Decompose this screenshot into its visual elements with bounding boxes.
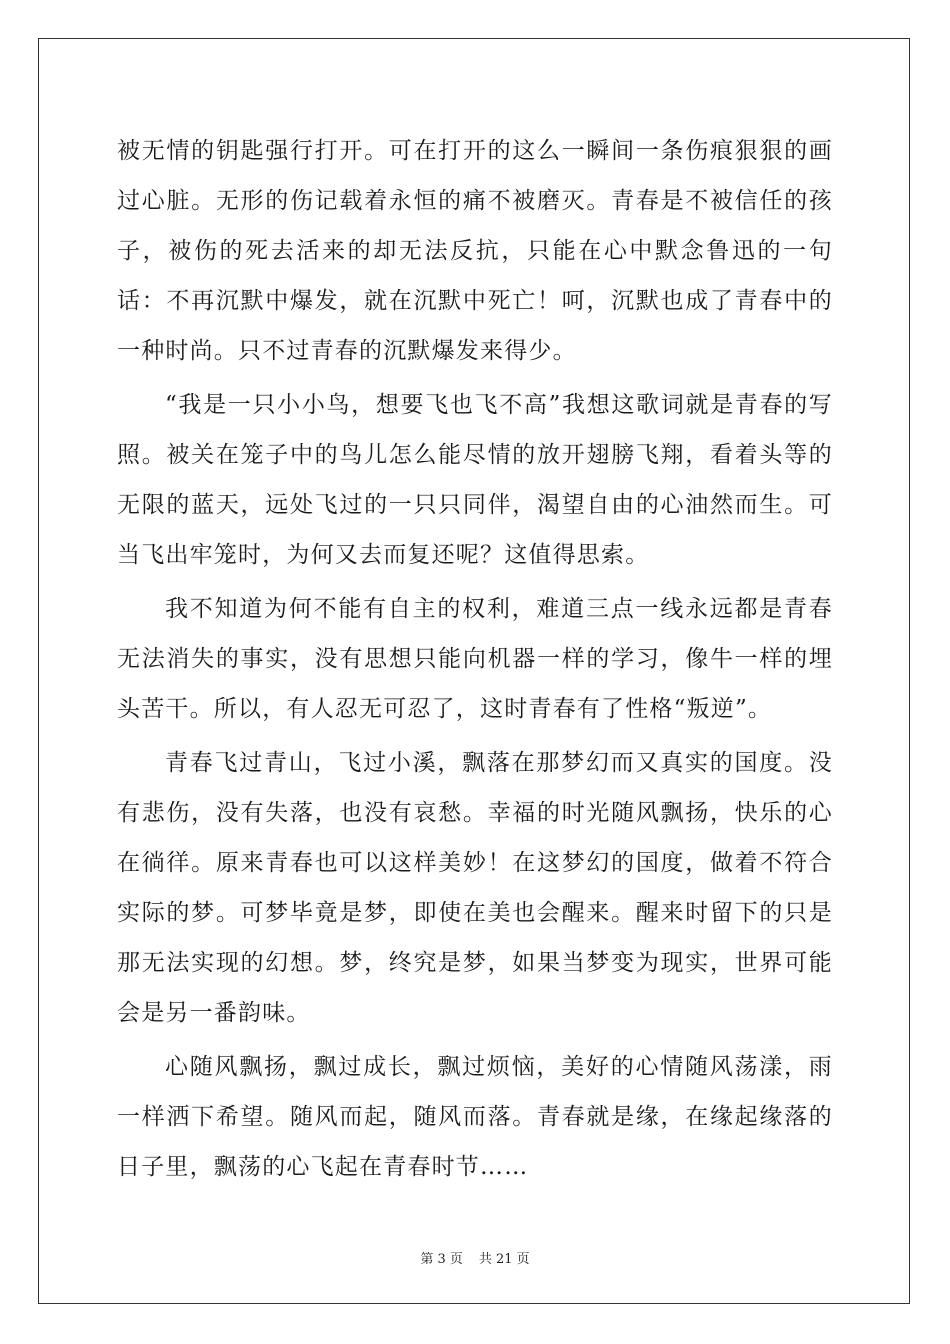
paragraph-2: “我是一只小小鸟，想要飞也飞不高”我想这歌词就是青春的写照。被关在笼子中的鸟儿怎么能尽情的放开翅膀飞翔，看着头等的无限的蓝天，远处飞过的一只只同伴，渴望自由的心油然而生。可当飞出牢笼时，为何又去而复还呢？这值得思索。 (117, 392, 833, 568)
page-footer (0, 1248, 950, 1267)
paragraph-1: 被无情的钥匙强行打开。可在打开的这么一瞬间一条伤痕狠狠的画过心脏。无形的伤记载着永恒的痛不被磨灭。青春是不被信任的孩子，被伤的死去活来的却无法反抗，只能在心中默念鲁迅的一句话：不再沉默中爆发，就在沉默中死亡！呵，沉默也成了青春中的一种时尚。只不过青春的沉默爆发来得少。 (117, 138, 833, 364)
paragraph-3: 我不知道为何不能有自主的权利，难道三点一线永远都是青春无法消失的事实，没有思想只能向机器一样的学习，像牛一样的埋头苦干。所以，有人忍无可忍了，这时青春有了性格“叛逆”。 (117, 596, 833, 722)
total-pages: 共 21 页 (478, 1252, 530, 1267)
paragraph-5: 心随风飘扬，飘过成长，飘过烦恼，美好的心情随风荡漾，雨一样洒下希望。随风而起，随风而落。青春就是缘，在缘起缘落的日子里，飘荡的心飞起在青春时节…… (117, 1054, 833, 1180)
page-number: 第 3 页 (420, 1252, 463, 1267)
document-body (117, 126, 833, 1192)
paragraph-4: 青春飞过青山，飞过小溪，飘落在那梦幻而又真实的国度。没有悲伤，没有失落，也没有哀愁。幸福的时光随风飘扬，快乐的心在徜徉。原来青春也可以这样美妙！在这梦幻的国度，做着不符合实际的梦。可梦毕竟是梦，即使在美也会醒来。醒来时留下的只是那无法实现的幻想。梦，终究是梦，如果当梦变为现实，世界可能会是另一番韵味。 (117, 750, 833, 1026)
